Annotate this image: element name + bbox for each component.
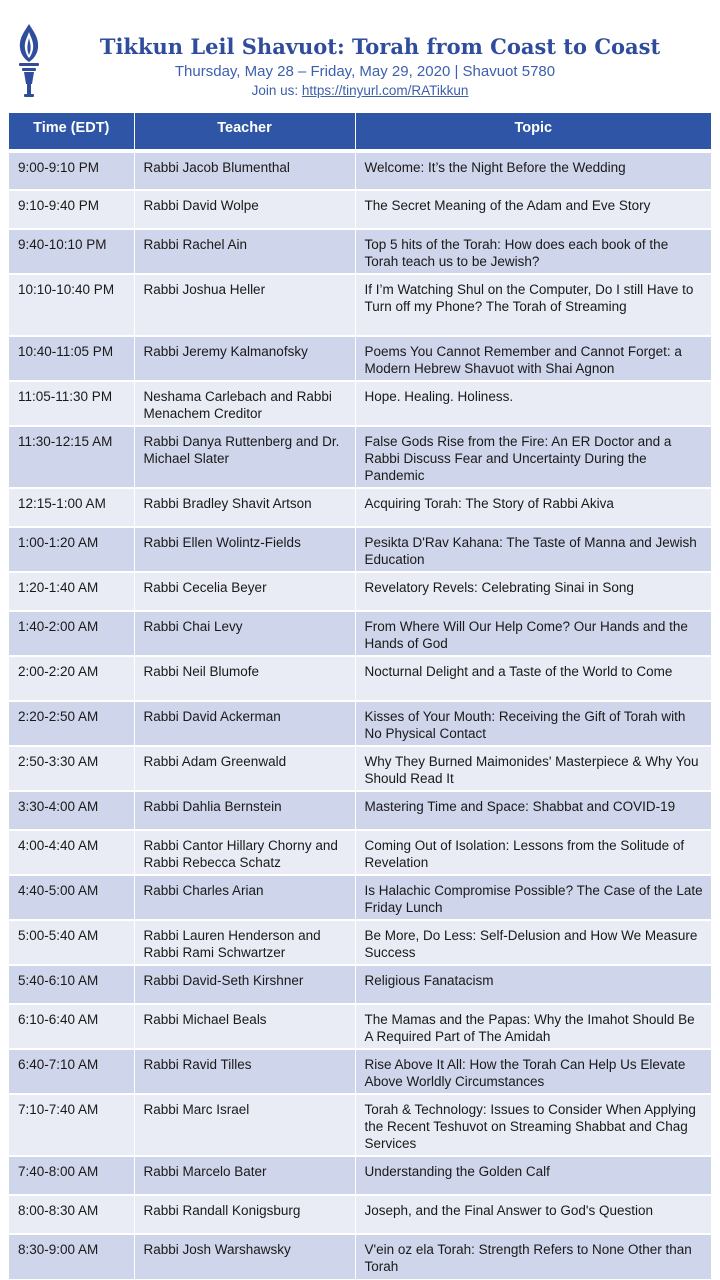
table-row [9,488,711,527]
table-row [9,1195,711,1234]
column-header-teacher: Teacher [134,113,355,151]
cell-time: 9:40-10:10 PM [9,229,134,274]
cell-time: 6:40-7:10 AM [9,1049,134,1094]
column-header-topic: Topic [355,113,711,151]
table-row [9,920,711,965]
cell-teacher: Rabbi Ravid Tilles [134,1049,355,1094]
cell-topic: Religious Fanatacism [355,965,711,1004]
cell-time: 11:30-12:15 AM [9,426,134,488]
column-header-time: Time (EDT) [9,113,134,151]
cell-topic: Mastering Time and Space: Shabbat and COVID-19 [355,791,711,830]
cell-topic: Poems You Cannot Remember and Cannot Forget: a Modern Hebrew Shavuot with Shai Agnon [355,336,711,381]
table-row [9,1234,711,1279]
cell-topic: Hope. Healing. Holiness. [355,381,711,426]
cell-topic: Pesikta D'Rav Kahana: The Taste of Manna and Jewish Education [355,527,711,572]
cell-teacher: Rabbi Jeremy Kalmanofsky [134,336,355,381]
cell-time: 9:00-9:10 PM [9,151,134,190]
cell-time: 3:30-4:00 AM [9,791,134,830]
cell-teacher: Rabbi Danya Ruttenberg and Dr. Michael Slater [134,426,355,488]
cell-time: 7:10-7:40 AM [9,1094,134,1156]
cell-time: 5:40-6:10 AM [9,965,134,1004]
table-header-row [9,113,711,151]
table-row [9,830,711,875]
table-row [9,527,711,572]
cell-teacher: Rabbi Lauren Henderson and Rabbi Rami Schwartzer [134,920,355,965]
cell-teacher: Rabbi Marcelo Bater [134,1156,355,1195]
table-row [9,875,711,920]
table-row [9,229,711,274]
cell-teacher: Rabbi Charles Arian [134,875,355,920]
cell-topic: Revelatory Revels: Celebrating Sinai in Song [355,572,711,611]
cell-time: 8:30-9:00 AM [9,1234,134,1279]
table-row [9,1094,711,1156]
join-line [0,83,720,98]
cell-topic: Top 5 hits of the Torah: How does each book of the Torah teach us to be Jewish? [355,229,711,274]
cell-topic: Why They Burned Maimonides' Masterpiece & Why You Should Read It [355,746,711,791]
cell-topic: Rise Above It All: How the Torah Can Help Us Elevate Above Worldly Circumstances [355,1049,711,1094]
cell-teacher: Rabbi Rachel Ain [134,229,355,274]
cell-teacher: Rabbi Jacob Blumenthal [134,151,355,190]
cell-topic: Kisses of Your Mouth: Receiving the Gift of Torah with No Physical Contact [355,701,711,746]
table-row [9,151,711,190]
cell-time: 8:00-8:30 AM [9,1195,134,1234]
event-date-subtitle: Thursday, May 28 – Friday, May 29, 2020 | Shavuot 5780 [174,63,556,80]
cell-topic: If I’m Watching Shul on the Computer, Do I still Have to Turn off my Phone? The Torah of Streaming [355,274,711,336]
table-row [9,746,711,791]
cell-topic: Understanding the Golden Calf [355,1156,711,1195]
cell-time: 10:10-10:40 PM [9,274,134,336]
cell-teacher: Rabbi David Ackerman [134,701,355,746]
table-row [9,336,711,381]
cell-time: 12:15-1:00 AM [9,488,134,527]
table-row [9,381,711,426]
table-row [9,274,711,336]
join-link[interactable]: https://tinyurl.com/RATikkun [301,83,469,98]
table-row [9,426,711,488]
schedule-table [9,113,711,1279]
cell-teacher: Rabbi Joshua Heller [134,274,355,336]
cell-time: 10:40-11:05 PM [9,336,134,381]
cell-time: 2:20-2:50 AM [9,701,134,746]
cell-topic: Be More, Do Less: Self-Delusion and How We Measure Success [355,920,711,965]
cell-time: 2:00-2:20 AM [9,656,134,701]
cell-teacher: Rabbi Neil Blumofe [134,656,355,701]
cell-teacher: Rabbi Adam Greenwald [134,746,355,791]
cell-time: 2:50-3:30 AM [9,746,134,791]
cell-time: 5:00-5:40 AM [9,920,134,965]
cell-topic: False Gods Rise from the Fire: An ER Doctor and a Rabbi Discuss Fear and Uncertainty During the Pandemic [355,426,711,488]
cell-time: 1:20-1:40 AM [9,572,134,611]
cell-teacher: Rabbi Josh Warshawsky [134,1234,355,1279]
cell-topic: Welcome: It’s the Night Before the Wedding [355,151,711,190]
cell-topic: Coming Out of Isolation: Lessons from the Solitude of Revelation [355,830,711,875]
cell-time: 1:40-2:00 AM [9,611,134,656]
cell-topic: Is Halachic Compromise Possible? The Case of the Late Friday Lunch [355,875,711,920]
cell-topic: From Where Will Our Help Come? Our Hands and the Hands of God [355,611,711,656]
cell-teacher: Rabbi Marc Israel [134,1094,355,1156]
cell-time: 6:10-6:40 AM [9,1004,134,1049]
table-row [9,1049,711,1094]
cell-teacher: Rabbi Chai Levy [134,611,355,656]
cell-topic: Torah & Technology: Issues to Consider When Applying the Recent Teshuvot on Streaming Shabbat and Chag Services [355,1094,711,1156]
page-title: Tikkun Leil Shavuot: Torah from Coast to Coast [99,34,661,59]
cell-teacher: Rabbi Michael Beals [134,1004,355,1049]
table-row [9,611,711,656]
cell-teacher: Rabbi Bradley Shavit Artson [134,488,355,527]
cell-time: 7:40-8:00 AM [9,1156,134,1195]
cell-teacher: Rabbi Dahlia Bernstein [134,791,355,830]
cell-teacher: Rabbi David Wolpe [134,190,355,229]
cell-teacher: Rabbi Cecelia Beyer [134,572,355,611]
cell-topic: Joseph, and the Final Answer to God's Question [355,1195,711,1234]
schedule-rows [9,151,711,1279]
cell-teacher: Rabbi Randall Konigsburg [134,1195,355,1234]
table-row [9,190,711,229]
join-label: Join us: [251,83,302,98]
cell-time: 4:00-4:40 AM [9,830,134,875]
table-row [9,791,711,830]
cell-topic: The Secret Meaning of the Adam and Eve Story [355,190,711,229]
cell-time: 1:00-1:20 AM [9,527,134,572]
cell-teacher: Rabbi Ellen Wolintz-Fields [134,527,355,572]
cell-topic: The Mamas and the Papas: Why the Imahot Should Be A Required Part of The Amidah [355,1004,711,1049]
cell-time: 11:05-11:30 PM [9,381,134,426]
cell-teacher: Neshama Carlebach and Rabbi Menachem Creditor [134,381,355,426]
cell-topic: Nocturnal Delight and a Taste of the World to Come [355,656,711,701]
schedule-table-container [9,113,711,1279]
table-row [9,701,711,746]
table-row [9,572,711,611]
cell-time: 9:10-9:40 PM [9,190,134,229]
table-row [9,965,711,1004]
table-row [9,1004,711,1049]
cell-time: 4:40-5:00 AM [9,875,134,920]
cell-topic: V'ein oz ela Torah: Strength Refers to None Other than Torah [355,1234,711,1279]
cell-teacher: Rabbi David-Seth Kirshner [134,965,355,1004]
cell-topic: Acquiring Torah: The Story of Rabbi Akiva [355,488,711,527]
table-row [9,656,711,701]
cell-teacher: Rabbi Cantor Hillary Chorny and Rabbi Rebecca Schatz [134,830,355,875]
table-row [9,1156,711,1195]
